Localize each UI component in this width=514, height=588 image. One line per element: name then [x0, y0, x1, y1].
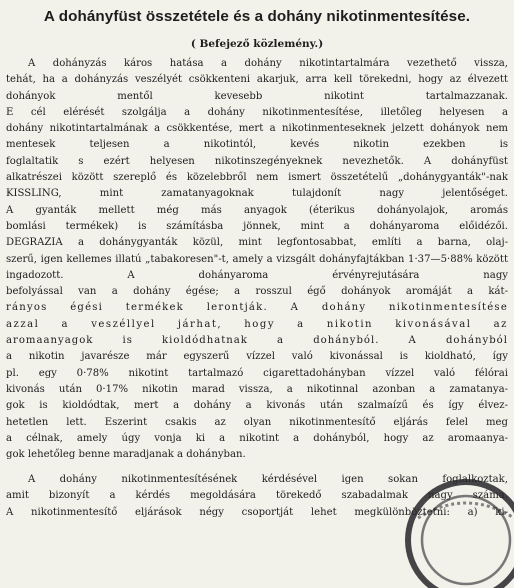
text-line: E cél elérését szolgálja a dohány nikotinmentesítése, illetőleg helyesen a: [6, 106, 508, 118]
text-line: aromaanyagok is kioldódhatnak a dohányból. A dohányból: [6, 335, 508, 347]
text-line: foglaltatik s ezért helyesen nikotinszegényeknek nevezhetők. A dohányfüst: [6, 155, 508, 167]
text-line: azzal a veszéllyel járhat, hogy a nikotin kivonásával az: [6, 318, 508, 330]
text-line: rányos égési termékek lerontják. A dohány nikotinmentesítése: [6, 302, 508, 314]
text-line: pl. egy 0·78% nikotint tartalmazó cigarettadohányban vízzel való félórai: [6, 367, 508, 379]
article-title: A dohányfüst összetétele és a dohány nikotinmentesítése.: [43, 8, 471, 25]
text-line: szerű, igen kellemes illatú „tabakoresen"-t, amely a vizsgált dohányfajtákban 1·37—5·88% között ingadozott. A dohányaroma érvényrejutására nagy: [6, 253, 508, 281]
text-line: A dohányzás káros hatása a dohány nikotintartalmára vezethető vissza,: [28, 58, 508, 69]
text-line: A dohány nikotinmentesítésének kérdésével igen sokan foglalkoztak,: [28, 474, 508, 485]
text-line: A gyanták mellett még más anyagok (éterikus dohányolajok, aromás: [6, 204, 508, 216]
text-line: A nikotinmentesítő eljárások négy csoportját lehet megkülönböztetni: a) ki-: [6, 506, 508, 518]
text-line: hetetlen lett. Eszerint csakis az olyan nikotinmentesítő eljárás felel meg: [6, 416, 508, 428]
text-line: dohány nikotintartalmának a csökkentése, mert a nikotinmenteseknek jelzett dohányok nem mentesek teljesen a nikotintól, kevés nikotin ezekben is: [6, 123, 508, 151]
library-stamp-icon: [388, 478, 514, 588]
text-line: befolyással van a dohány égése; a rosszul égő dohányok aromáját a kát-: [6, 286, 508, 298]
text-line: tehát, ha a dohányzás veszélyét csökkenteni akarjuk, arra kell törekedni, hogy az élvezett dohányok mentől kevesebb nikotint tartalmazzanak.: [6, 74, 508, 102]
text-line: alkatrészei között szereplő és közelebbről nem ismert összetételű „dohánygyanták"-nak KISSLING, mint zamatanyagoknak tulajdonít nagy jelentőséget.: [6, 172, 508, 200]
text-line: gok lehetőleg benne maradjanak a dohányban.: [6, 449, 246, 461]
text-line: a nikotin javarésze már egyszerű vízzel való kivonással is kioldható, így: [6, 351, 508, 363]
paragraph-1: [6, 56, 508, 463]
text-line: bomlási termékek) is számításba jönnek, mint a dohányaroma előidézői.: [6, 220, 508, 232]
article-subtitle: ( Befejező közlemény.): [190, 38, 324, 50]
text-line: gok is kioldódtak, mert a dohány a kivonás után szalmaízű és így élvez-: [6, 400, 508, 412]
text-line: a célnak, amely úgy vonja ki a nikotint a dohányból, hogy az aromaanya-: [6, 432, 508, 444]
text-line: amit bizonyít a kérdés megoldására törekedő szabadalmak nagy száma.: [6, 490, 508, 502]
text-line: DEGRAZIA a dohánygyanták közül, mint legfontosabbat, említi a barna, olaj-: [6, 237, 508, 249]
text-line: kivonás után 0·17% nikotin marad vissza, a nikotinnal azonban a zamatanya-: [6, 383, 508, 395]
